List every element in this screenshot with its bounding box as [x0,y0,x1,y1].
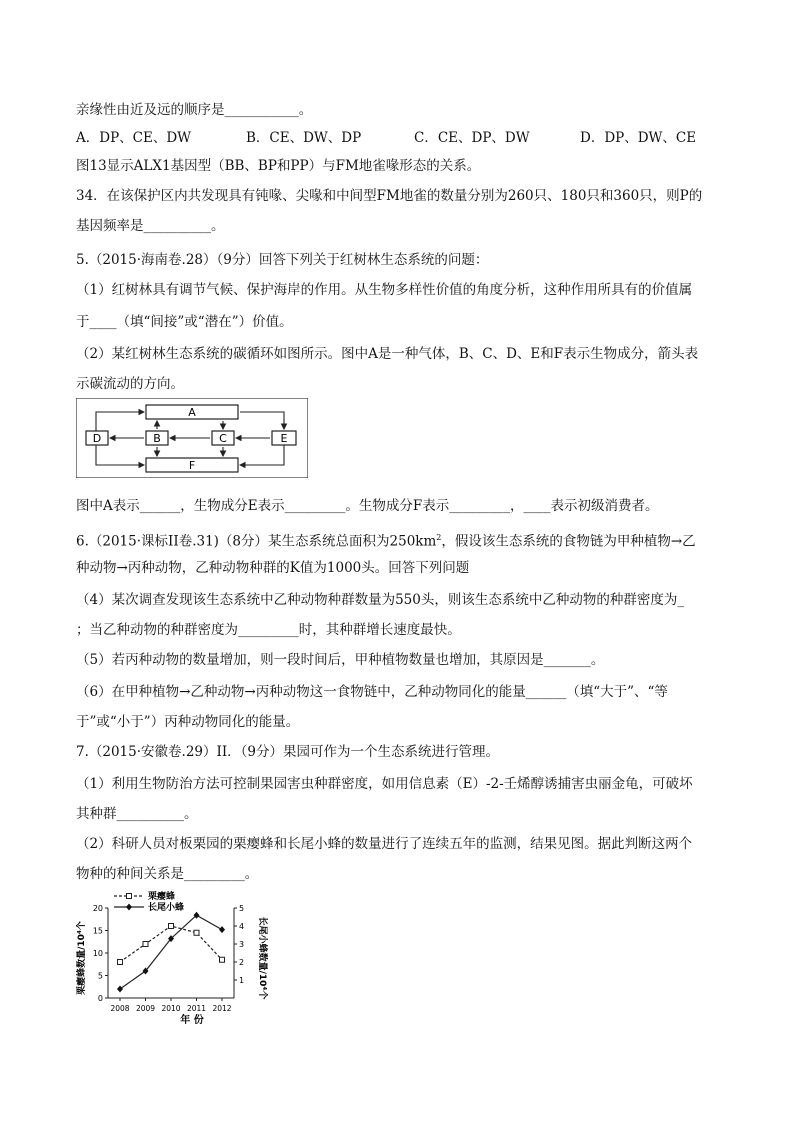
line-17: （6）在甲种植物→乙种动物→丙种动物这一食物链中，乙种动物同化的能量______（填“大于”、“等 [76,684,668,700]
data-point-square [143,942,148,947]
line-18: 于”或“小于”）丙种动物同化的能量。 [76,714,300,730]
node-a-label: A [188,406,196,419]
y-tick-label-right: 4 [239,922,245,931]
option-a: A．DP、CE、DW [76,130,192,146]
data-point-square [220,957,225,962]
line-22: （2）科研人员对板栗园的栗瘿蜂和长尾小蜂的数量进行了连续五年的监测，结果见图。据此判断这两个 [76,836,693,852]
y-tick-label-right: 2 [239,958,245,967]
data-point-diamond [117,986,123,993]
node-b-label: B [153,432,161,445]
node-f-label: F [188,459,196,472]
y-tick-label-right: 5 [239,904,245,913]
chart-legend [114,890,185,913]
line-12 [76,528,696,552]
line-12-b: ，假设该生态系统的食物链为甲种植物→乙 [441,533,696,550]
line-11: 图中A表示______，生物成分E表示_________。生物成分F表示_________，____表示初级消费者。 [76,498,659,514]
carbon-cycle-diagram [76,398,308,478]
line-12-a: 6.（2015·课标II卷.31)（8分）某生态系统总面积为250km [76,533,437,550]
x-tick-label: 2008 [110,1004,130,1013]
series-line-0 [120,926,222,962]
line-8: 于____（填“间接”或“潜在”）价值。 [76,314,293,330]
line-21: 其种群__________。 [76,806,198,822]
x-tick-label: 2011 [186,1004,207,1013]
data-point-diamond [219,926,225,933]
legend-marker-square [127,894,132,899]
option-c: C．CE、DP、DW [414,130,530,146]
line-7: （1）红树林具有调节气候、保护海岸的作用。从生物多样性价值的角度分析，这种作用所具有的价值属 [76,282,693,298]
y-tick-label-left: 0 [97,994,103,1003]
y-tick-label-right: 3 [239,940,245,949]
data-point-square [118,960,123,965]
y-axis-right-label: 长尾小蜂数量/10⁴个 [257,916,267,1000]
node-e-label: E [280,432,288,445]
data-point-square [169,924,174,929]
data-point-square [194,930,199,935]
legend-label-0: 栗瘿蜂 [148,892,176,902]
chart-series [117,912,225,993]
line-3: 图13显示ALX1基因型（BB、BP和PP）与FM地雀喙形态的关系。 [76,158,481,174]
superscript-2: 2 [436,533,442,542]
node-d-label: D [92,432,102,445]
line-13: 种动物→丙种动物，乙种动物种群的K值为1000头。回答下列问题 [76,560,470,576]
diagram-arrows [96,412,284,465]
line-5: 基因频率是__________。 [76,218,225,234]
legend-marker-diamond [126,904,132,911]
line-23: 物种的种间关系是_________。 [76,866,259,882]
line-15: ；当乙种动物的种群密度为_________时，其种群增长速度最快。 [76,622,461,638]
x-tick-label: 2010 [161,1004,181,1013]
option-d: D．DP、DW、CE [580,130,697,146]
line-20: （1）利用生物防治方法可控制果园害虫种群密度，如用信息素（E）-2-壬烯醇诱捕害虫丽金龟，可破坏 [76,776,693,792]
line-10: 示碳流动的方向。 [76,376,184,392]
x-tick-label: 2012 [212,1004,232,1013]
x-tick-label: 2009 [135,1004,156,1013]
option-b: B．CE、DW、DP [246,130,362,146]
legend-label-1: 长尾小蜂 [148,903,185,913]
line-1: 亲缘性由近及远的顺序是___________。 [76,102,313,118]
x-axis-label: 年 份 [180,1015,204,1026]
node-c-label: C [219,432,227,445]
y-tick-label-left: 20 [92,904,103,913]
y-tick-label-left: 10 [92,949,103,958]
population-line-chart [74,890,274,1030]
line-9: （2）某红树林生态系统的碳循环如图所示。图中A是一种气体，B、C、D、E和F表示生物成分，箭头表 [76,346,699,362]
line-6: 5.（2015·海南卷.28）（9分）回答下列关于红树林生态系统的问题： [76,252,489,268]
y-axis-left-label: 栗瘿蜂数量/10⁴个 [77,921,87,995]
line-19: 7.（2015·安徽卷.29）II．（9分）果园可作为一个生态系统进行管理。 [76,744,500,760]
line-16: （5）若丙种动物的数量增加，则一段时间后，甲种植物数量也增加，其原因是_______。 [76,652,605,668]
y-tick-label-left: 15 [92,926,103,936]
line-14: （4）某次调查发现该生态系统中乙种动物种群数量为550头，则该生态系统中乙种动物的种群密度为_ [76,592,685,608]
y-tick-label-right: 1 [239,976,245,985]
y-tick-label-left: 5 [97,971,103,981]
line-4: 34．在该保护区内共发现具有钝喙、尖喙和中间型FM地雀的数量分别为260只、180只和360只，则P的 [76,188,703,204]
